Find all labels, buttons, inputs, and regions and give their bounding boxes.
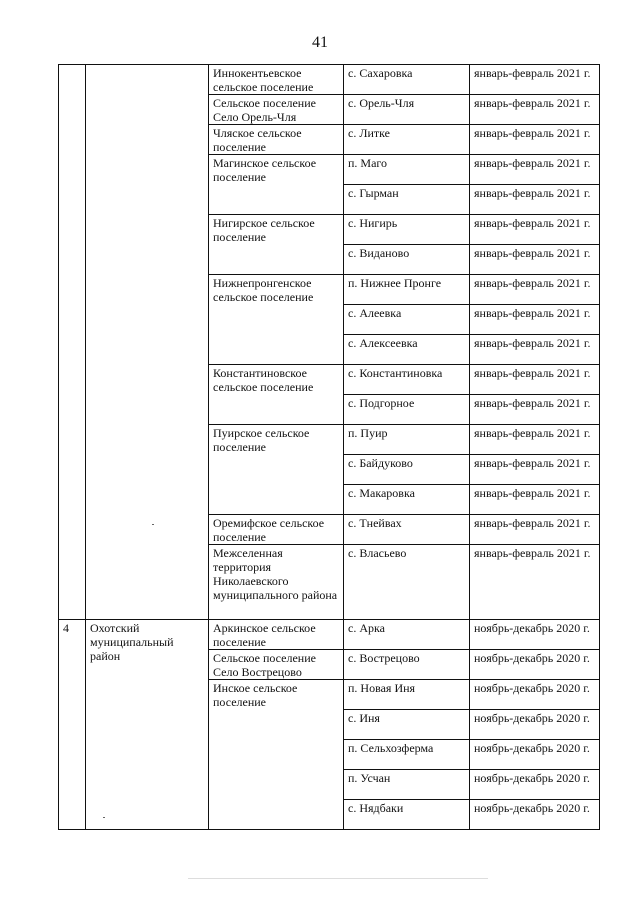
period-cell: ноябрь-декабрь 2020 г. bbox=[470, 620, 600, 650]
period-cell: январь-февраль 2021 г. bbox=[470, 65, 600, 95]
period-cell: ноябрь-декабрь 2020 г. bbox=[470, 770, 600, 800]
village-cell: с. Литке bbox=[344, 125, 470, 155]
period-cell: январь-февраль 2021 г. bbox=[470, 185, 600, 215]
settlements-table bbox=[58, 64, 600, 830]
settlement-cell: Нижнепронгенское сельское поселение bbox=[209, 275, 344, 365]
village-cell: с. Нядбаки bbox=[344, 800, 470, 830]
village-cell: с. Константиновка bbox=[344, 365, 470, 395]
period-cell: январь-февраль 2021 г. bbox=[470, 485, 600, 515]
period-cell: январь-февраль 2021 г. bbox=[470, 515, 600, 545]
settlement-cell: Инское сельское поселение bbox=[209, 680, 344, 830]
period-cell: январь-февраль 2021 г. bbox=[470, 245, 600, 275]
period-cell: январь-февраль 2021 г. bbox=[470, 545, 600, 620]
settlement-cell: Магинское сельское поселение bbox=[209, 155, 344, 215]
village-cell: с. Сахаровка bbox=[344, 65, 470, 95]
village-cell: с. Нигирь bbox=[344, 215, 470, 245]
village-cell: с. Алеевка bbox=[344, 305, 470, 335]
village-cell: с. Байдуково bbox=[344, 455, 470, 485]
village-cell: с. Гырман bbox=[344, 185, 470, 215]
village-cell: с. Виданово bbox=[344, 245, 470, 275]
village-cell: с. Вострецово bbox=[344, 650, 470, 680]
village-cell: с. Арка bbox=[344, 620, 470, 650]
period-cell: январь-февраль 2021 г. bbox=[470, 155, 600, 185]
village-cell: п. Новая Иня bbox=[344, 680, 470, 710]
period-cell: ноябрь-декабрь 2020 г. bbox=[470, 650, 600, 680]
scan-speck bbox=[152, 524, 154, 525]
village-cell: с. Власьево bbox=[344, 545, 470, 620]
village-cell: с. Алексеевка bbox=[344, 335, 470, 365]
period-cell: январь-февраль 2021 г. bbox=[470, 455, 600, 485]
settlement-cell: Оремифское сельское поселение bbox=[209, 515, 344, 545]
period-cell: январь-февраль 2021 г. bbox=[470, 425, 600, 455]
district-cell: Охотский муниципальный район bbox=[86, 620, 209, 830]
village-cell: с. Подгорное bbox=[344, 395, 470, 425]
village-cell: п. Сельхозферма bbox=[344, 740, 470, 770]
period-cell: январь-февраль 2021 г. bbox=[470, 395, 600, 425]
row-number-cell: 4 bbox=[59, 620, 86, 830]
page-number: 41 bbox=[312, 34, 328, 51]
village-cell: с. Тнейвах bbox=[344, 515, 470, 545]
village-cell: п. Пуир bbox=[344, 425, 470, 455]
village-cell: с. Орель-Чля bbox=[344, 95, 470, 125]
period-cell: ноябрь-декабрь 2020 г. bbox=[470, 680, 600, 710]
settlement-cell: Пуирское сельское поселение bbox=[209, 425, 344, 515]
settlement-cell: Нигирское сельское поселение bbox=[209, 215, 344, 275]
period-cell: январь-февраль 2021 г. bbox=[470, 305, 600, 335]
period-cell: январь-февраль 2021 г. bbox=[470, 275, 600, 305]
district-cell bbox=[86, 65, 209, 620]
period-cell: январь-февраль 2021 г. bbox=[470, 125, 600, 155]
village-cell: п. Усчан bbox=[344, 770, 470, 800]
village-cell: п. Маго bbox=[344, 155, 470, 185]
scan-speck bbox=[103, 817, 105, 818]
period-cell: ноябрь-декабрь 2020 г. bbox=[470, 800, 600, 830]
table-row bbox=[59, 620, 600, 650]
scan-edge-line bbox=[188, 878, 488, 879]
period-cell: январь-февраль 2021 г. bbox=[470, 335, 600, 365]
settlement-cell: Сельское поселение Село Орель-Чля bbox=[209, 95, 344, 125]
period-cell: ноябрь-декабрь 2020 г. bbox=[470, 740, 600, 770]
village-cell: с. Иня bbox=[344, 710, 470, 740]
village-cell: п. Нижнее Пронге bbox=[344, 275, 470, 305]
settlement-cell: Межселенная территория Николаевского муниципального района bbox=[209, 545, 344, 620]
settlement-cell: Константиновское сельское поселение bbox=[209, 365, 344, 425]
settlement-cell: Сельское поселение Село Вострецово bbox=[209, 650, 344, 680]
row-number-cell bbox=[59, 65, 86, 620]
settlement-cell: Иннокентьевское сельское поселение bbox=[209, 65, 344, 95]
period-cell: январь-февраль 2021 г. bbox=[470, 365, 600, 395]
village-cell: с. Макаровка bbox=[344, 485, 470, 515]
period-cell: январь-февраль 2021 г. bbox=[470, 95, 600, 125]
period-cell: январь-февраль 2021 г. bbox=[470, 215, 600, 245]
settlement-cell: Аркинское сельское поселение bbox=[209, 620, 344, 650]
table-row bbox=[59, 65, 600, 95]
period-cell: ноябрь-декабрь 2020 г. bbox=[470, 710, 600, 740]
settlement-cell: Чляское сельское поселение bbox=[209, 125, 344, 155]
